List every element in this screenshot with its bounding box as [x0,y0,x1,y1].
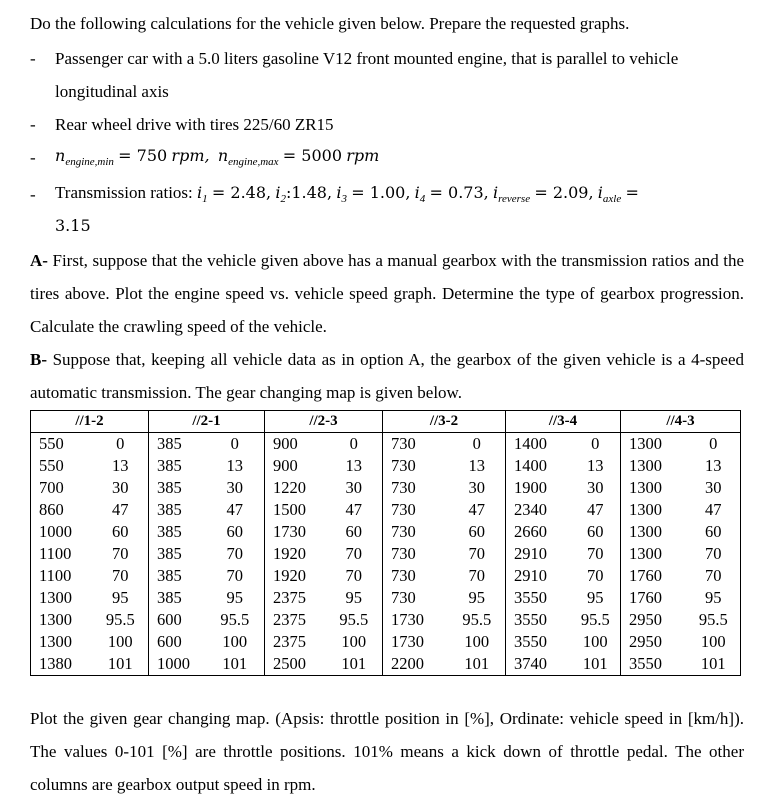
bullet-engine-line1: Passenger car with a 5.0 liters gasoline V12 front mounted engine, that is parallel to vehicle [55,49,679,68]
rpm-cell: 3740 [506,653,571,676]
throttle-cell: 95.5 [220,610,250,629]
rpm-cell: 1000 [149,653,206,676]
rpm-cell: 1300 [621,477,687,499]
throttle-cell: 0 [591,434,600,453]
table-body [31,433,741,676]
throttle-cell: 13 [468,456,485,475]
rpm-cell: 900 [265,455,326,477]
rpm-cell: 730 [383,455,449,477]
throttle-cell: 0 [116,434,125,453]
table-row [31,609,741,631]
col-header-2-1: //2-1 [149,411,265,433]
throttle-cell: 60 [112,522,129,541]
throttle-cell: 70 [687,543,741,565]
rpm-cell: 3550 [621,653,687,676]
rpm-cell: 550 [31,433,93,456]
throttle-cell: 70 [587,566,604,585]
throttle-cell: 70 [587,544,604,563]
table-row [31,587,741,609]
rpm-cell: 385 [149,565,206,587]
rpm-cell: 1300 [31,609,93,631]
throttle-cell: 95.5 [687,609,741,631]
throttle-cell: 100 [464,632,490,651]
throttle-cell: 100 [687,631,741,653]
throttle-cell: 100 [582,632,608,651]
throttle-cell: 47 [587,500,604,519]
throttle-cell: 70 [226,544,243,563]
throttle-cell: 13 [345,456,362,475]
bullet-dash: - [30,185,36,204]
rpm-cell: 1730 [383,609,449,631]
rpm-cell: 1730 [265,521,326,543]
throttle-cell: 60 [345,522,362,541]
table-row [31,653,741,676]
rpm-cell: 3550 [506,631,571,653]
throttle-cell: 70 [112,544,129,563]
col-header-1-2: //1-2 [31,411,149,433]
throttle-cell: 70 [226,566,243,585]
throttle-cell: 95.5 [580,610,610,629]
table-row [31,543,741,565]
rpm-cell: 2375 [265,609,326,631]
rpm-cell: 1900 [506,477,571,499]
rpm-cell: 730 [383,433,449,456]
rpm-cell: 600 [149,631,206,653]
rpm-cell: 730 [383,499,449,521]
throttle-cell: 0 [687,433,741,456]
rpm-cell: 700 [31,477,93,499]
throttle-cell: 95.5 [105,610,135,629]
rpm-cell: 550 [31,455,93,477]
throttle-cell: 101 [687,653,741,676]
gear-changing-map-table [30,410,741,676]
throttle-cell: 70 [687,565,741,587]
throttle-cell: 47 [226,500,243,519]
throttle-cell: 30 [112,478,129,497]
bullet-drive-tires: Rear wheel drive with tires 225/60 ZR15 [55,115,334,134]
rpm-cell: 2200 [383,653,449,676]
rpm-cell: 600 [149,609,206,631]
rpm-cell: 385 [149,499,206,521]
throttle-cell: 47 [468,500,485,519]
rpm-cell: 730 [383,543,449,565]
throttle-cell: 0 [230,434,239,453]
rpm-cell: 730 [383,587,449,609]
throttle-cell: 95 [587,588,604,607]
throttle-cell: 100 [222,632,248,651]
rpm-cell: 1500 [265,499,326,521]
col-header-3-4: //3-4 [506,411,621,433]
throttle-cell: 95.5 [462,610,492,629]
throttle-cell: 101 [326,653,383,676]
rpm-cell: 730 [383,477,449,499]
throttle-cell: 100 [341,632,367,651]
table-row [31,455,741,477]
table-row [31,631,741,653]
rpm-cell: 385 [149,543,206,565]
throttle-cell: 0 [349,434,358,453]
table-row [31,521,741,543]
bullet-transmission-ratios: Transmission ratios: $i_1 = 2.48$, $i_2:1.48$, $i_3 = 1.00$, $i_4 = 0.73$, $i_{reverse} = 2.09$, $i_{axle}$ = [55,183,639,205]
rpm-cell: 1300 [621,455,687,477]
rpm-cell: 1920 [265,565,326,587]
rpm-cell: 1760 [621,587,687,609]
rpm-cell: 2950 [621,609,687,631]
part-a-label: A- [30,251,48,270]
footer-paragraph: Plot the given gear changing map. (Apsis: throttle position in [%], Ordinate: vehicle speed in [km/h]). The values 0-101 [%] are throttle positions. 101% means a kick down of throttle pedal. The other columns are gearbox output speed in rpm. [30,709,744,794]
throttle-cell: 70 [345,566,362,585]
rpm-cell: 1400 [506,433,571,456]
rpm-cell: 2375 [265,631,326,653]
throttle-cell: 95 [687,587,741,609]
col-header-2-3: //2-3 [265,411,383,433]
throttle-cell: 0 [472,434,481,453]
rpm-cell: 2660 [506,521,571,543]
rpm-cell: 2500 [265,653,326,676]
rpm-cell: 385 [149,455,206,477]
throttle-cell: 47 [345,500,362,519]
table-row [31,477,741,499]
throttle-cell: 30 [226,478,243,497]
throttle-cell: 101 [449,653,506,676]
throttle-cell: 60 [587,522,604,541]
rpm-cell: 2950 [621,631,687,653]
throttle-cell: 100 [107,632,133,651]
rpm-cell: 2910 [506,543,571,565]
bullet-engine-line2: longitudinal axis [55,82,169,101]
rpm-cell: 385 [149,477,206,499]
bullet-dash: - [30,148,36,167]
rpm-cell: 1300 [621,433,687,456]
bullet-engine-speeds: $n_{engine,min} = 750$ rpm, $n_{engine,max} = 5000$ rpm [55,146,380,168]
rpm-cell: 1760 [621,565,687,587]
throttle-cell: 13 [687,455,741,477]
rpm-cell: 3550 [506,587,571,609]
rpm-cell: 1300 [621,543,687,565]
rpm-cell: 385 [149,521,206,543]
rpm-cell: 1300 [31,631,93,653]
throttle-cell: 30 [687,477,741,499]
rpm-cell: 1380 [31,653,93,676]
throttle-cell: 30 [345,478,362,497]
intro-text: Do the following calculations for the vehicle given below. Prepare the requested graphs. [30,14,630,33]
rpm-cell: 1300 [621,521,687,543]
rpm-cell: 900 [265,433,326,456]
part-b-label: B- [30,350,47,369]
part-b-paragraph: B- Suppose that, keeping all vehicle data as in option A, the gearbox of the given vehicle is a 4-speed automatic transmission. The gear changing map is given below. [30,350,744,402]
part-a-paragraph: A- First, suppose that the vehicle given above has a manual gearbox with the transmission ratios and the tires above. Plot the engine speed vs. vehicle speed graph. Determine the type of gearbox progression. Calculate the crawling speed of the vehicle. [30,251,744,336]
col-header-3-2: //3-2 [383,411,506,433]
rpm-cell: 1100 [31,543,93,565]
throttle-cell: 13 [587,456,604,475]
col-header-4-3: //4-3 [621,411,741,433]
rpm-cell: 1300 [31,587,93,609]
throttle-cell: 30 [587,478,604,497]
rpm-cell: 860 [31,499,93,521]
throttle-cell: 95 [226,588,243,607]
bullet-dash: - [30,115,36,134]
rpm-cell: 730 [383,521,449,543]
table-row [31,565,741,587]
throttle-cell: 13 [112,456,129,475]
rpm-cell: 1000 [31,521,93,543]
rpm-cell: 385 [149,433,206,456]
throttle-cell: 30 [468,478,485,497]
rpm-cell: 2910 [506,565,571,587]
rpm-cell: 3550 [506,609,571,631]
rpm-cell: 1920 [265,543,326,565]
rpm-cell: 1400 [506,455,571,477]
throttle-cell: 47 [112,500,129,519]
rpm-cell: 2375 [265,587,326,609]
throttle-cell: 95 [345,588,362,607]
throttle-cell: 70 [468,566,485,585]
throttle-cell: 101 [206,653,265,676]
axle-ratio-value: 3.15 [55,216,91,235]
throttle-cell: 47 [687,499,741,521]
throttle-cell: 95 [468,588,485,607]
rpm-cell: 730 [383,565,449,587]
rpm-cell: 1100 [31,565,93,587]
throttle-cell: 70 [468,544,485,563]
throttle-cell: 70 [345,544,362,563]
rpm-cell: 1220 [265,477,326,499]
rpm-cell: 1300 [621,499,687,521]
throttle-cell: 60 [226,522,243,541]
throttle-cell: 95 [112,588,129,607]
bullet-dash: - [30,49,36,68]
throttle-cell: 60 [687,521,741,543]
table-header-row [31,411,741,433]
throttle-cell: 70 [112,566,129,585]
throttle-cell: 60 [468,522,485,541]
rpm-cell: 2340 [506,499,571,521]
table-row [31,499,741,521]
throttle-cell: 13 [226,456,243,475]
throttle-cell: 101 [571,653,621,676]
throttle-cell: 101 [93,653,149,676]
throttle-cell: 95.5 [339,610,369,629]
rpm-cell: 1730 [383,631,449,653]
rpm-cell: 385 [149,587,206,609]
table-row [31,433,741,456]
